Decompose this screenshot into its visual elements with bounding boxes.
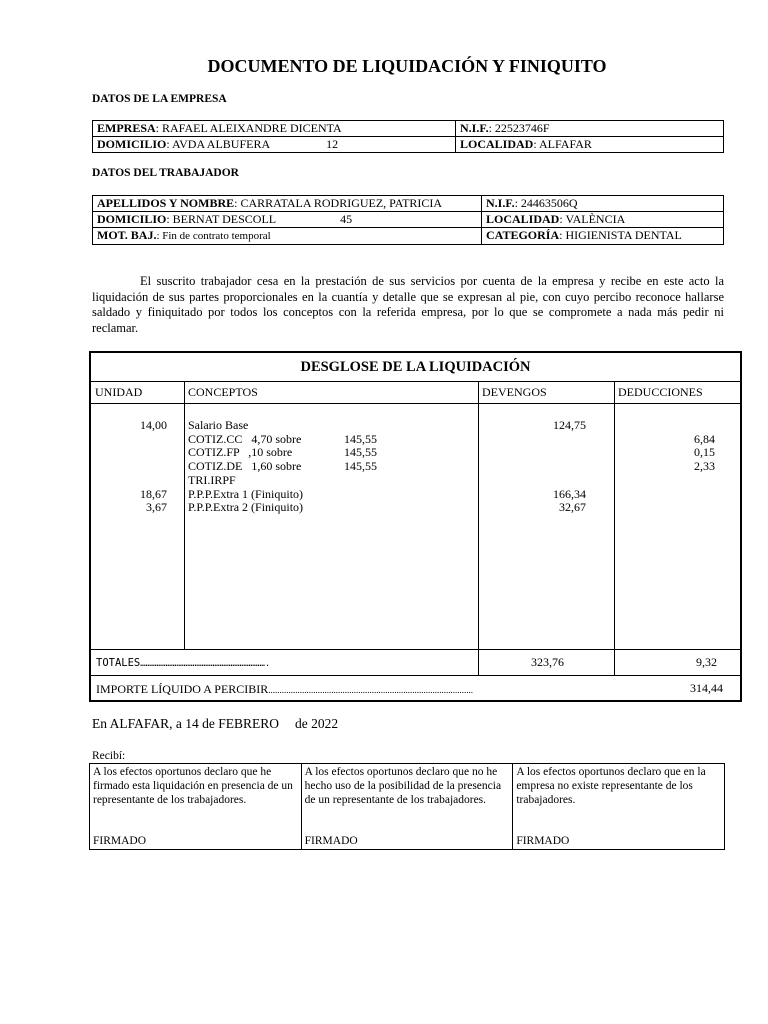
firmado-label: FIRMADO	[304, 835, 358, 847]
document-title: DOCUMENTO DE LIQUIDACIÓN Y FINIQUITO	[207, 56, 607, 76]
total-deducciones: 9,32	[696, 655, 717, 669]
empresa-nif-cell: N.I.F.: 22523746F	[456, 121, 724, 137]
empresa-heading: DATOS DE LA EMPRESA	[92, 93, 227, 105]
row-base: 145,55	[344, 445, 377, 460]
row-concepto: COTIZ.FP ,10 sobre	[188, 445, 293, 460]
col-header-devengos: DEVENGOS	[482, 385, 547, 399]
declaration-paragraph: El suscrito trabajador cesa en la prestación de sus servicios por cuenta de la empresa y recibe en este acto la liquidación de sus partes proporcionales en la cuantía y detalle que se expresan al pie, con cuyo percibo reconoce hallarse saldado y finiquitado por todos los conceptos con la referida empresa, por lo que se compromete a nada más pedir ni reclamar.	[92, 274, 724, 335]
trabajador-nif-cell: N.I.F.: 24463506Q	[482, 196, 724, 212]
trabajador-categoria-cell: CATEGORÍA: HIGIENISTA DENTAL	[482, 228, 724, 245]
trabajador-domicilio-cell: DOMICILIO: BERNAT DESCOLL 45	[93, 212, 482, 228]
trabajador-heading: DATOS DEL TRABAJADOR	[92, 167, 239, 179]
row-devengo: 124,75	[553, 418, 586, 432]
row-concepto: COTIZ.CC 4,70 sobre	[188, 431, 302, 446]
col-header-unidad: UNIDAD	[95, 385, 143, 399]
importe-label: IMPORTE LÍQUIDO A PERCIBIR...........................................................................................	[96, 682, 474, 696]
total-devengos: 323,76	[531, 655, 564, 669]
row-concepto: P.P.P.Extra 1 (Finiquito)	[188, 486, 304, 501]
desglose-heading: DESGLOSE DE LA LIQUIDACIÓN	[91, 353, 740, 382]
recibi-label: Recibí:	[92, 750, 126, 762]
row-concepto: Salario Base	[188, 418, 249, 432]
row-unidad: 18,67	[140, 486, 167, 501]
place-date: En ALFAFAR, a 14 de FEBRERO de 2022	[92, 716, 339, 731]
empresa-domicilio-cell: DOMICILIO: AVDA ALBUFERA 12	[93, 137, 456, 153]
firmado-label: FIRMADO	[93, 835, 147, 847]
row-base: 145,55	[344, 459, 377, 474]
row-deduccion: 0,15	[694, 445, 715, 460]
row-unidad: 3,67	[146, 500, 167, 515]
col-header-deducciones: DEDUCCIONES	[618, 385, 703, 399]
signature-box-3: A los efectos oportunos declaro que en la empresa no existe representante de los trabajadores. FIRMADO	[513, 764, 725, 850]
row-deduccion: 6,84	[694, 431, 715, 446]
trabajador-localidad-cell: LOCALIDAD: VALÈNCIA	[482, 212, 724, 228]
row-concepto: TRI.IRPF	[188, 472, 236, 487]
row-deduccion: 2,33	[694, 459, 715, 474]
col-header-conceptos: CONCEPTOS	[188, 385, 258, 399]
signature-box-1: A los efectos oportunos declaro que he firmado esta liquidación en presencia de un representante de los trabajadores. FIRMADO	[90, 764, 302, 850]
trabajador-nombre-cell: APELLIDOS Y NOMBRE: CARRATALA RODRIGUEZ, PATRICIA	[93, 196, 482, 212]
signature-box-2: A los efectos oportunos declaro que no he hecho uso de la posibilidad de la presencia de un representante de los trabajadores. FIRMADO	[301, 764, 513, 850]
empresa-table	[92, 120, 724, 153]
row-devengo: 32,67	[559, 500, 586, 515]
trabajador-motbaj-cell: MOT. BAJ.: Fin de contrato temporal	[93, 228, 482, 245]
row-concepto: COTIZ.DE 1,60 sobre	[188, 459, 302, 474]
empresa-localidad-cell: LOCALIDAD: ALFAFAR	[456, 137, 724, 153]
totales-label: TOTALES…………………………………………………………….	[96, 657, 271, 669]
row-base: 145,55	[344, 431, 377, 446]
trabajador-table	[92, 195, 724, 245]
desglose-box	[89, 351, 742, 702]
row-devengo: 166,34	[553, 486, 586, 501]
empresa-cell: EMPRESA: RAFAEL ALEIXANDRE DICENTA	[93, 121, 456, 137]
firmado-label: FIRMADO	[516, 835, 570, 847]
row-unidad: 14,00	[140, 418, 167, 432]
importe-value: 314,44	[690, 681, 723, 695]
signature-table	[89, 763, 725, 850]
row-concepto: P.P.P.Extra 2 (Finiquito)	[188, 500, 304, 515]
